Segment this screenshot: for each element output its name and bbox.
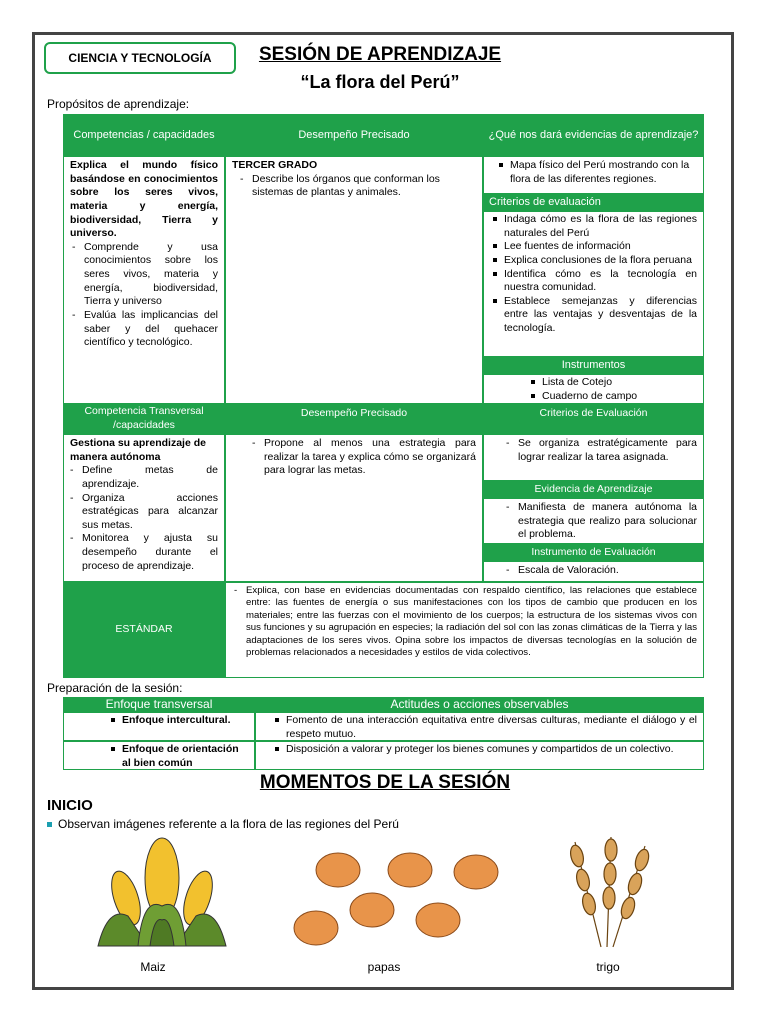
instrumentos-cell bbox=[483, 374, 704, 404]
evidencia-aprendizaje-header: Evidencia de Aprendizaje bbox=[483, 481, 704, 498]
instrumento-item: Cuaderno de campo bbox=[542, 390, 697, 404]
grado-label: TERCER GRADO bbox=[232, 159, 318, 171]
instrumento-item: - Escala de Valoración. bbox=[518, 564, 697, 578]
criterio-item: Lee fuentes de información bbox=[504, 240, 697, 254]
enfoque-cell bbox=[63, 741, 255, 770]
header-competencias: Competencias / capacidades bbox=[63, 114, 225, 156]
accion-cell bbox=[255, 741, 704, 770]
criterio-item: Establece semejanzas y diferencias entre las ventajas y desventajas de la tecnología. bbox=[504, 294, 697, 335]
instrumento-evaluacion-cell bbox=[483, 561, 704, 582]
evidencia-item: Mapa físico del Perú mostrando con la flora de las diferentes regiones. bbox=[510, 159, 697, 186]
criterio-item: Explica conclusiones de la flora peruana bbox=[504, 254, 697, 268]
accion-item: Disposición a valorar y proteger los bienes comunes y compartidos de un colectivo. bbox=[286, 743, 697, 757]
accion-item: Fomento de una interacción equitativa entre diversas culturas, mediante el diálogo y el respeto mutuo. bbox=[286, 714, 697, 740]
competencia-transversal-cell bbox=[63, 434, 225, 582]
header-actitudes: Actitudes o acciones observables bbox=[255, 697, 704, 712]
criterio-2-cell bbox=[483, 434, 704, 481]
papas-caption: papas bbox=[367, 960, 401, 974]
accion-cell bbox=[255, 712, 704, 741]
observan-line bbox=[47, 817, 399, 831]
enfoque-item: Enfoque intercultural. bbox=[122, 714, 248, 728]
trigo-image bbox=[545, 832, 671, 950]
page-subtitle: “La flora del Perú” bbox=[300, 72, 460, 92]
maiz-caption: Maiz bbox=[140, 960, 166, 974]
enfoque-item: Enfoque de orientación al bien común bbox=[122, 743, 248, 770]
estandar-label: ESTÁNDAR bbox=[63, 582, 225, 678]
header-desempeno-2: Desempeño Precisado bbox=[225, 404, 483, 434]
corn-image bbox=[88, 836, 236, 952]
estandar-text: - Explica, con base en evidencias documentadas con respaldo científico, las relaciones que establece entre: las fuentes de energía o sus manifestaciones con los tipos de cambio que producen en los materiales; entre las fuerzas con el movimiento de los cuerpos; la estructura de los sistemas vivos con sus funciones y su agrupación en especies; la radiación del sol con las zonas climáticas de la Tierra y las adaptaciones de los seres vivos. Opina sobre los impactos de diversas tecnologías en la solución de problemas relacionados a necesidades y estilos de vida colectivos. bbox=[246, 585, 697, 660]
capacidad-item: - Define metas de aprendizaje. bbox=[82, 464, 218, 491]
criterios-header: Criterios de evaluación bbox=[483, 194, 704, 211]
papas-image bbox=[288, 848, 508, 948]
capacidad-item: - Organiza acciones estratégicas para alcanzar sus metas. bbox=[82, 492, 218, 533]
estandar-cell bbox=[225, 582, 704, 678]
desempeno-2-cell bbox=[225, 434, 483, 582]
header-desempeno: Desempeño Precisado bbox=[225, 114, 483, 156]
competencias-cell bbox=[63, 156, 225, 404]
instrumento-item: Lista de Cotejo bbox=[542, 376, 697, 390]
desempeno-item: - Propone al menos una estrategia para realizar la tarea y explica cómo se organizará para lograr las metas. bbox=[264, 437, 476, 478]
criterio-item: - Se organiza estratégicamente para lograr realizar la tarea asignada. bbox=[518, 437, 697, 464]
bullet-icon bbox=[47, 822, 52, 827]
evidencia-cell bbox=[483, 156, 704, 194]
header-competencia-transversal: Competencia Transversal /capacidades bbox=[63, 404, 225, 434]
competencia-text: Explica el mundo físico basándose en conocimientos sobre los seres vivos, materia y energía, biodiversidad, Tierra y universo. bbox=[70, 159, 218, 240]
evidencia-item: - Manifiesta de manera autónoma la estrategia que realizo para solucionar el problema. bbox=[518, 501, 697, 542]
inicio-heading: INICIO bbox=[47, 797, 93, 814]
header-evidencias: ¿Qué nos dará evidencias de aprendizaje? bbox=[483, 114, 704, 156]
competencia-transversal-text: Gestiona su aprendizaje de manera autónoma bbox=[70, 437, 206, 463]
criterios-cell bbox=[483, 211, 704, 357]
preparacion-label: Preparación de la sesión: bbox=[47, 681, 183, 695]
desempeno-cell bbox=[225, 156, 483, 404]
instrumento-evaluacion-header: Instrumento de Evaluación bbox=[483, 544, 704, 561]
capacidad-item: - Evalúa las implicancias del saber y del quehacer científico y tecnológico. bbox=[84, 309, 218, 350]
instrumentos-header: Instrumentos bbox=[483, 357, 704, 374]
capacidad-item: - Monitorea y ajusta su desempeño durante el proceso de aprendizaje. bbox=[82, 532, 218, 573]
capacidad-item: - Comprende y usa conocimientos sobre los seres vivos, materia y energía, biodiversidad, Tierra y universo bbox=[84, 241, 218, 309]
enfoque-cell bbox=[63, 712, 255, 741]
propositos-label: Propósitos de aprendizaje: bbox=[47, 97, 190, 111]
trigo-caption: trigo bbox=[596, 960, 620, 974]
header-criterios-2: Criterios de Evaluación bbox=[483, 404, 704, 434]
subject-badge: CIENCIA Y TECNOLOGÍA bbox=[44, 42, 236, 74]
criterio-item: Identifica cómo es la tecnología en nuestra comunidad. bbox=[504, 267, 697, 294]
page-title: SESIÓN DE APRENDIZAJE bbox=[258, 44, 502, 65]
evidencia-aprendizaje-cell bbox=[483, 498, 704, 544]
criterio-item: Indaga cómo es la flora de las regiones naturales del Perú bbox=[504, 213, 697, 239]
desempeno-item: - Describe los órganos que conforman los sistemas de plantas y animales. bbox=[252, 173, 476, 200]
header-enfoque: Enfoque transversal bbox=[63, 697, 255, 712]
observan-text: Observan imágenes referente a la flora de las regiones del Perú bbox=[58, 817, 399, 831]
momentos-title: MOMENTOS DE LA SESIÓN bbox=[259, 772, 511, 793]
